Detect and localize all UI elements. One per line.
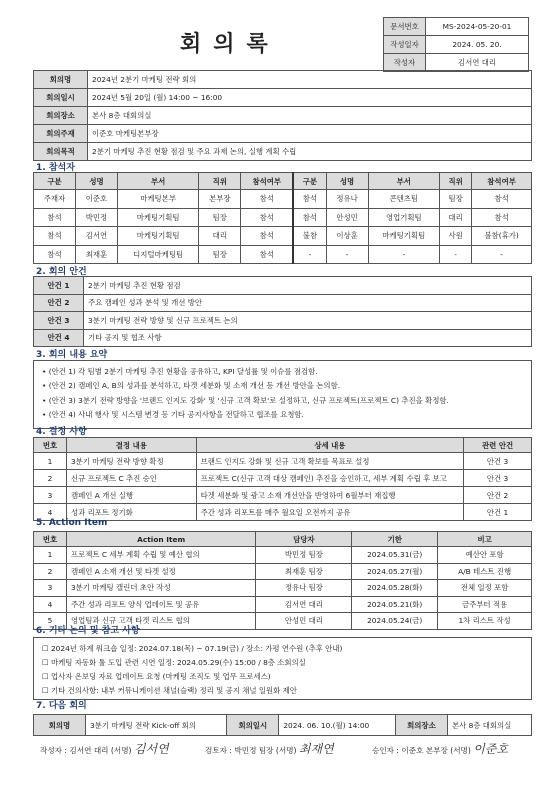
section-title-decisions: 4. 결정 사항 [36, 427, 87, 437]
next-meeting-table [33, 714, 532, 736]
column-header: 직위 [199, 173, 241, 190]
column-header: 번호 [34, 532, 67, 547]
table-header-row [34, 532, 532, 547]
table-row [34, 245, 532, 264]
cell: 타겟 세분화 및 광고 소재 개선안을 반영하여 6월부터 재집행 [196, 487, 463, 504]
cell: 1 [34, 453, 67, 470]
cell: 본부장 [199, 190, 241, 209]
table-header-row [34, 173, 532, 190]
table-row [34, 190, 532, 209]
meta-value: 2024년 5월 20일 (월) 14:00 ~ 16:00 [88, 89, 532, 107]
agenda-value: 3분기 마케팅 전략 방향 및 신규 프로젝트 논의 [84, 312, 532, 330]
cell: 마케팅기획팀 [117, 208, 198, 227]
cell: 2024.05.28(화) [352, 580, 438, 597]
cell: 정유나 [326, 190, 368, 209]
document-info-table [383, 17, 529, 72]
cell: 팀장 [440, 190, 472, 209]
cell: 참석 [293, 208, 326, 227]
cell: 브랜드 인지도 강화 및 신규 고객 확보를 목표로 설정 [196, 453, 463, 470]
cell: 신규 프로젝트 C 추진 승인 [66, 470, 196, 487]
meta-label: 회의장소 [34, 107, 88, 125]
summary-item: • (안건 1) 각 팀별 2분기 마케팅 추진 현황을 공유하고, KPI 달성률 및 이슈를 점검함. [42, 367, 318, 376]
meta-label: 회의명 [34, 71, 88, 89]
cell: 참석 [472, 190, 532, 209]
agenda-value: 기타 공지 및 협조 사항 [84, 329, 532, 347]
column-header: 부서 [117, 173, 198, 190]
cell: 안건 3 [464, 470, 532, 487]
cell: 이상훈 [326, 227, 368, 246]
cell: 참석 [241, 227, 294, 246]
meta-label: 회의일시 [34, 89, 88, 107]
cell: A/B 테스트 진행 [438, 563, 532, 580]
misc-item: ☐ 2024년 하계 워크숍 일정: 2024.07.18(목) ~ 07.19(금) / 장소: 가평 연수원 (추후 안내) [42, 644, 343, 653]
misc-item: ☐ 기타 건의사항: 내부 커뮤니케이션 채널(슬랙) 정리 및 공지 채널 일원화 제안 [42, 686, 297, 695]
cell: 3분기 마케팅 캘린더 초안 작성 [66, 580, 256, 597]
cell: 참석 [293, 190, 326, 209]
cell: 디지털마케팅팀 [117, 245, 198, 264]
column-header: 성명 [75, 173, 117, 190]
column-header: 참석여부 [472, 173, 532, 190]
summary-item: • (안건 4) 사내 행사 및 시스템 변경 등 기타 공지사항을 전달하고 협조를 요청함. [42, 410, 304, 420]
agenda-row [34, 329, 532, 347]
cell: 금주부터 적용 [438, 596, 532, 613]
cell: 주간 성과 리포트 양식 업데이트 및 공유 [66, 596, 256, 613]
cell: 캠페인 A 개선 실행 [66, 487, 196, 504]
section-title-actions: 5. Action Item [36, 518, 108, 528]
table-row [34, 563, 532, 580]
cell: - [472, 245, 532, 264]
date-value: 2024. 05. 20. [426, 36, 529, 54]
section-title-next-meeting: 7. 다음 회의 [36, 701, 87, 711]
misc-item: ☐ 업사자 온보딩 자료 업데이트 요청 (마케팅 조직도 및 업무 프로세스) [42, 672, 271, 681]
table-row [34, 227, 532, 246]
cell: 3 [34, 487, 67, 504]
summary-item: • (안건 2) 캠페인 A, B의 성과를 분석하고, 타겟 세분화 및 소재 개선 등 개선 방안을 논의함. [42, 381, 341, 391]
cell: 대리 [199, 227, 241, 246]
cell: 1 [34, 547, 67, 564]
agenda-row [34, 277, 532, 295]
cell: 영업팀과 신규 고객 타겟 리스트 협의 [66, 613, 256, 630]
cell: - [326, 245, 368, 264]
cell: 주재자 [34, 190, 76, 209]
table-row [34, 453, 532, 470]
column-header: Action Item [66, 532, 256, 547]
cell: 안건 1 [464, 504, 532, 521]
column-header: 직위 [440, 173, 472, 190]
meta-value: 2분기 마케팅 추진 현황 점검 및 주요 과제 논의, 실행 계획 수립 [88, 143, 532, 161]
column-header: 구분 [293, 173, 326, 190]
agenda-value: 주요 캠페인 성과 분석 및 개선 방안 [84, 294, 532, 312]
section-title-summary: 3. 회의 내용 요약 [36, 350, 108, 360]
agenda-label: 안건 1 [34, 277, 84, 295]
meta-label: 회의목적 [34, 143, 88, 161]
table-row [34, 715, 532, 736]
author-value: 김서연 대리 [426, 54, 529, 72]
cell: 성과 리포트 정기화 [66, 504, 196, 521]
column-header: 구분 [34, 173, 76, 190]
cell: 2 [34, 563, 67, 580]
agenda-label: 안건 3 [34, 312, 84, 330]
cell: 안성민 [326, 208, 368, 227]
table-row [34, 580, 532, 597]
table-row [34, 487, 532, 504]
cell: 4 [34, 596, 67, 613]
summary-box [33, 360, 532, 429]
cell: 참석 [34, 245, 76, 264]
cell: 마케팅본부 [117, 190, 198, 209]
cell: 팀장 [199, 245, 241, 264]
author-signature-line: 작성자 : 김서연 대리 (서명) 김서연 [40, 742, 169, 756]
column-header: 부서 [368, 173, 440, 190]
cell: 정유나 팀장 [256, 580, 352, 597]
cell: 안건 3 [464, 453, 532, 470]
cell: - [368, 245, 440, 264]
cell: 사원 [440, 227, 472, 246]
column-header: 번호 [34, 438, 67, 453]
cell: 주간 성과 리포트를 매주 월요일 오전까지 공유 [196, 504, 463, 521]
column-header: 기한 [352, 532, 438, 547]
cell: 참석 [472, 208, 532, 227]
participants-table [33, 172, 532, 264]
cell: 2024.05.27(월) [352, 563, 438, 580]
misc-box [33, 637, 532, 700]
column-header: 담당자 [256, 532, 352, 547]
agenda-table [33, 276, 532, 347]
cell: 프로젝트 C 세부 계획 수립 및 예산 협의 [66, 547, 256, 564]
meta-label: 회의주재 [34, 125, 88, 143]
cell: 전체 일정 포함 [438, 580, 532, 597]
approver-signature-line: 승인자 : 이준호 본부장 (서명) 이준호 [372, 742, 509, 756]
cell: 참석 [34, 208, 76, 227]
next-name: 3분기 마케팅 전략 Kick-off 회의 [86, 715, 227, 736]
next-time-label: 회의일시 [227, 715, 279, 736]
next-name-label: 회의명 [34, 715, 86, 736]
summary-item: • (안건 3) 3분기 전략 방향을 '브랜드 인지도 강화' 및 '신규 고객 확보'로 설정하고, 신규 프로젝트(프로젝트 C) 추진을 확정함. [42, 395, 449, 405]
table-row [34, 596, 532, 613]
cell: 참석 [241, 208, 294, 227]
agenda-label: 안건 2 [34, 294, 84, 312]
author-label: 작성자 [384, 54, 426, 72]
section-title-agenda: 2. 회의 안건 [36, 267, 87, 277]
meta-value: 이준호 마케팅본부장 [88, 125, 532, 143]
misc-item: ☐ 마케팅 자동화 툴 도입 관련 시연 일정: 2024.05.29(수) 15:00 / 8층 소회의실 [42, 658, 306, 667]
reviewer-signature-line: 검토자 : 박민정 팀장 (서명) 최재연 [205, 742, 334, 756]
cell: 최재훈 팀장 [256, 563, 352, 580]
table-row [34, 208, 532, 227]
section-title-participants: 1. 참석자 [36, 163, 75, 173]
meeting-meta-table [33, 70, 532, 161]
next-time: 2024. 06. 10.(월) 14:00 [279, 715, 396, 736]
cell: 2024.05.31(금) [352, 547, 438, 564]
cell: 5 [34, 613, 67, 630]
agenda-row [34, 312, 532, 330]
document-title: 회의록 [180, 32, 280, 57]
cell: 박민정 팀장 [256, 547, 352, 564]
cell: 김서연 [75, 227, 117, 246]
table-row [34, 504, 532, 521]
cell: 캠페인 A 소재 개선 및 타겟 설정 [66, 563, 256, 580]
cell: 2024.05.21(화) [352, 596, 438, 613]
author-signature: 김서연 [133, 742, 169, 756]
doc-number-label: 문서번호 [384, 18, 426, 36]
cell: 김서연 대리 [256, 596, 352, 613]
cell: 참석 [241, 245, 294, 264]
date-label: 작성일자 [384, 36, 426, 54]
column-header: 성명 [326, 173, 368, 190]
reviewer-signature: 최재연 [298, 742, 334, 756]
cell: 콘텐츠팀 [368, 190, 440, 209]
next-place: 본사 8층 대회의실 [447, 715, 531, 736]
cell: 팀장 [199, 208, 241, 227]
agenda-row [34, 294, 532, 312]
column-header: 참석여부 [241, 173, 294, 190]
cell: 안성민 대리 [256, 613, 352, 630]
doc-number: MS-2024-05-20-01 [426, 18, 529, 36]
cell: - [440, 245, 472, 264]
section-title-misc: 6. 기타 논의 및 참고 사항 [36, 626, 140, 636]
table-header-row [34, 438, 532, 453]
meta-value: 2024년 2분기 마케팅 전략 회의 [88, 71, 532, 89]
cell: 4 [34, 504, 67, 521]
cell: 프로젝트 C(신규 고객 대상 캠페인) 추진을 승인하고, 세부 계획 수립 후 보고 [196, 470, 463, 487]
decisions-table [33, 437, 532, 521]
cell: 참석 [34, 227, 76, 246]
cell: 불참 [293, 227, 326, 246]
cell: 최재훈 [75, 245, 117, 264]
cell: 3분기 마케팅 전략 방향 확정 [66, 453, 196, 470]
cell: 불참(휴가) [472, 227, 532, 246]
cell: 마케팅기획팀 [368, 227, 440, 246]
column-header: 결정 내용 [66, 438, 196, 453]
approver-signature: 이준호 [473, 742, 509, 756]
cell: 참석 [241, 190, 294, 209]
next-place-label: 회의장소 [395, 715, 447, 736]
cell: 예산안 포함 [438, 547, 532, 564]
cell: 안건 2 [464, 487, 532, 504]
table-row [34, 547, 532, 564]
cell: - [293, 245, 326, 264]
table-row [34, 470, 532, 487]
column-header: 상세 내용 [196, 438, 463, 453]
cell: 3 [34, 580, 67, 597]
cell: 이준호 [75, 190, 117, 209]
column-header: 관련 안건 [464, 438, 532, 453]
action-items-table [33, 531, 532, 630]
cell: 2024.05.24(금) [352, 613, 438, 630]
cell: 박민정 [75, 208, 117, 227]
meta-value: 본사 8층 대회의실 [88, 107, 532, 125]
agenda-value: 2분기 마케팅 추진 현황 점검 [84, 277, 532, 295]
cell: 마케팅기획팀 [117, 227, 198, 246]
cell: 1차 리스트 작성 [438, 613, 532, 630]
agenda-label: 안건 4 [34, 329, 84, 347]
column-header: 비고 [438, 532, 532, 547]
cell: 2 [34, 470, 67, 487]
cell: 영업기획팀 [368, 208, 440, 227]
cell: 대리 [440, 208, 472, 227]
